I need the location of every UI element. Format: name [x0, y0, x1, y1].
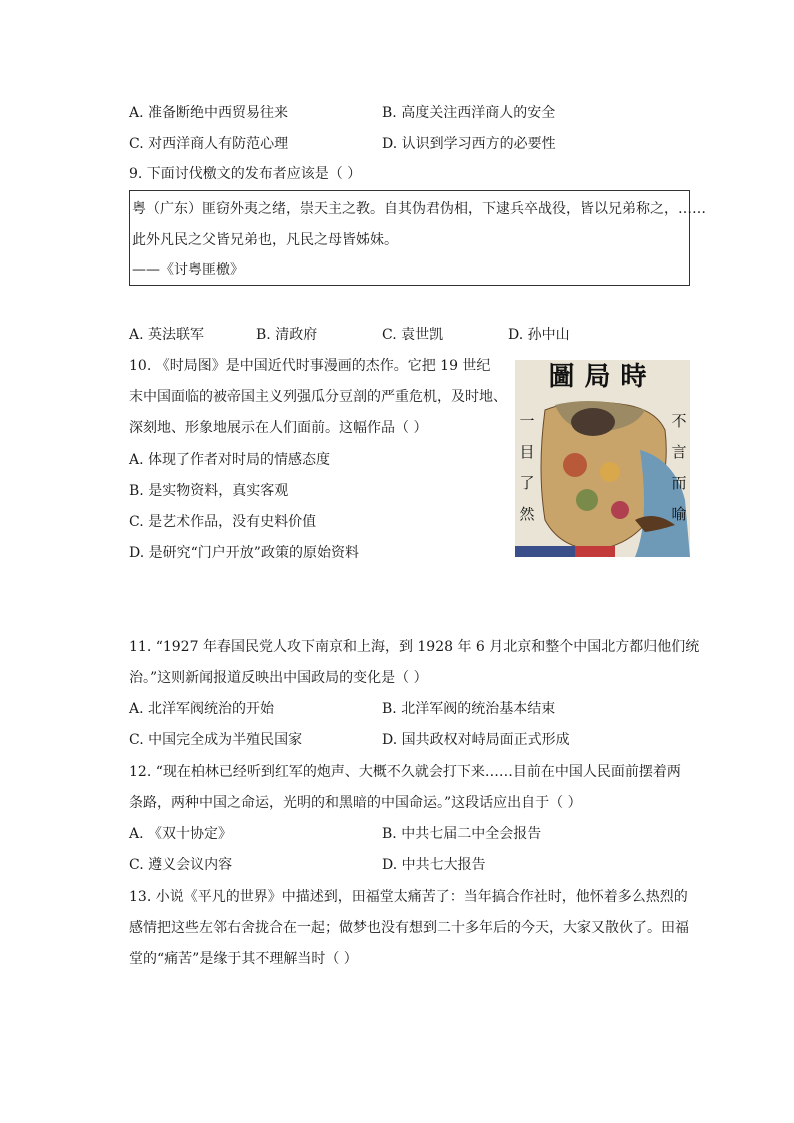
q10-option-b: B. 是实物资料，真实客观	[129, 483, 289, 499]
q9-stem: 9. 下面讨伐檄文的发布者应该是（ ）	[129, 166, 362, 182]
q9-option-c: C. 袁世凯	[382, 327, 444, 343]
q9-quote-line-2: 此外凡民之父皆兄弟也，凡民之母皆姊妹。	[132, 232, 398, 248]
q9-quote-source: ——《讨粤匪檄》	[132, 262, 244, 278]
poster-map-illustration	[515, 360, 690, 557]
q8-option-b: B. 高度关注西洋商人的安全	[382, 105, 556, 121]
q11-option-a: A. 北洋军阀统治的开始	[129, 701, 275, 717]
q8-option-c: C. 对西洋商人有防范心理	[129, 136, 289, 152]
q13-stem-line-2: 感情把这些左邻右舍拢合在一起；做梦也没有想到二十多年后的今天，大家又散伙了。田福	[129, 920, 689, 936]
q11-option-b: B. 北洋军阀的统治基本结束	[382, 701, 556, 717]
q10-option-d: D. 是研究“门户开放”政策的原始资料	[129, 545, 359, 561]
poster-title: 圖局時	[548, 362, 657, 392]
q12-stem-line-1: 12. “现在柏林已经听到红军的炮声、大概不久就会打下来……目前在中国人民面前摆着两	[129, 764, 681, 780]
q13-stem-line-3: 堂的“痛苦”是缘于其不理解当时（ ）	[129, 951, 358, 967]
q10-stem-line-3: 深刻地、形象地展示在人们面前。这幅作品（ ）	[129, 420, 428, 436]
q12-option-a: A. 《双十协定》	[129, 826, 233, 842]
q8-option-d: D. 认识到学习西方的必要性	[382, 136, 556, 152]
shijutu-poster-image	[515, 360, 690, 557]
q8-option-a: A. 准备断绝中西贸易往来	[129, 105, 289, 121]
q9-option-a: A. 英法联军	[129, 327, 205, 343]
q9-option-d: D. 孙中山	[508, 327, 570, 343]
q10-option-c: C. 是艺术作品，没有史料价值	[129, 514, 317, 530]
q10-stem-line-1: 10. 《时局图》是中国近代时事漫画的杰作。它把 19 世纪	[129, 358, 491, 374]
q10-stem-line-2: 末中国面临的被帝国主义列强瓜分豆剖的严重危机，及时地、	[129, 389, 507, 405]
q10-option-a: A. 体现了作者对时局的情感态度	[129, 452, 331, 468]
q11-option-c: C. 中国完全成为半殖民国家	[129, 732, 303, 748]
poster-right-text: 不言而喻	[671, 412, 687, 523]
q11-option-d: D. 国共政权对峙局面正式形成	[382, 732, 570, 748]
q9-quote-box	[129, 190, 706, 286]
q12-stem-line-2: 条路，两种中国之命运，光明的和黑暗的中国命运。”这段话应出自于（ ）	[129, 795, 582, 811]
q9-quote-line-1: 粤（广东）匪窃外夷之绪，崇天主之教。自其伪君伪相，下逮兵卒战役，皆以兄弟称之，……	[132, 201, 706, 217]
q12-option-c: C. 遵义会议内容	[129, 857, 233, 873]
q12-option-b: B. 中共七届二中全会报告	[382, 826, 542, 842]
q12-option-d: D. 中共七大报告	[382, 857, 486, 873]
q11-stem-line-1: 11. “1927 年春国民党人攻下南京和上海，到 1928 年 6 月北京和整个中国北方都归他们统	[129, 639, 700, 655]
q13-stem-line-1: 13. 小说《平凡的世界》中描述到，田福堂太痛苦了：当年搞合作社时，他怀着多么热烈的	[129, 889, 688, 905]
poster-left-text: 一目了然	[519, 412, 535, 523]
q11-stem-line-2: 治。”这则新闻报道反映出中国政局的变化是（ ）	[129, 670, 428, 686]
q9-option-b: B. 清政府	[256, 327, 318, 343]
